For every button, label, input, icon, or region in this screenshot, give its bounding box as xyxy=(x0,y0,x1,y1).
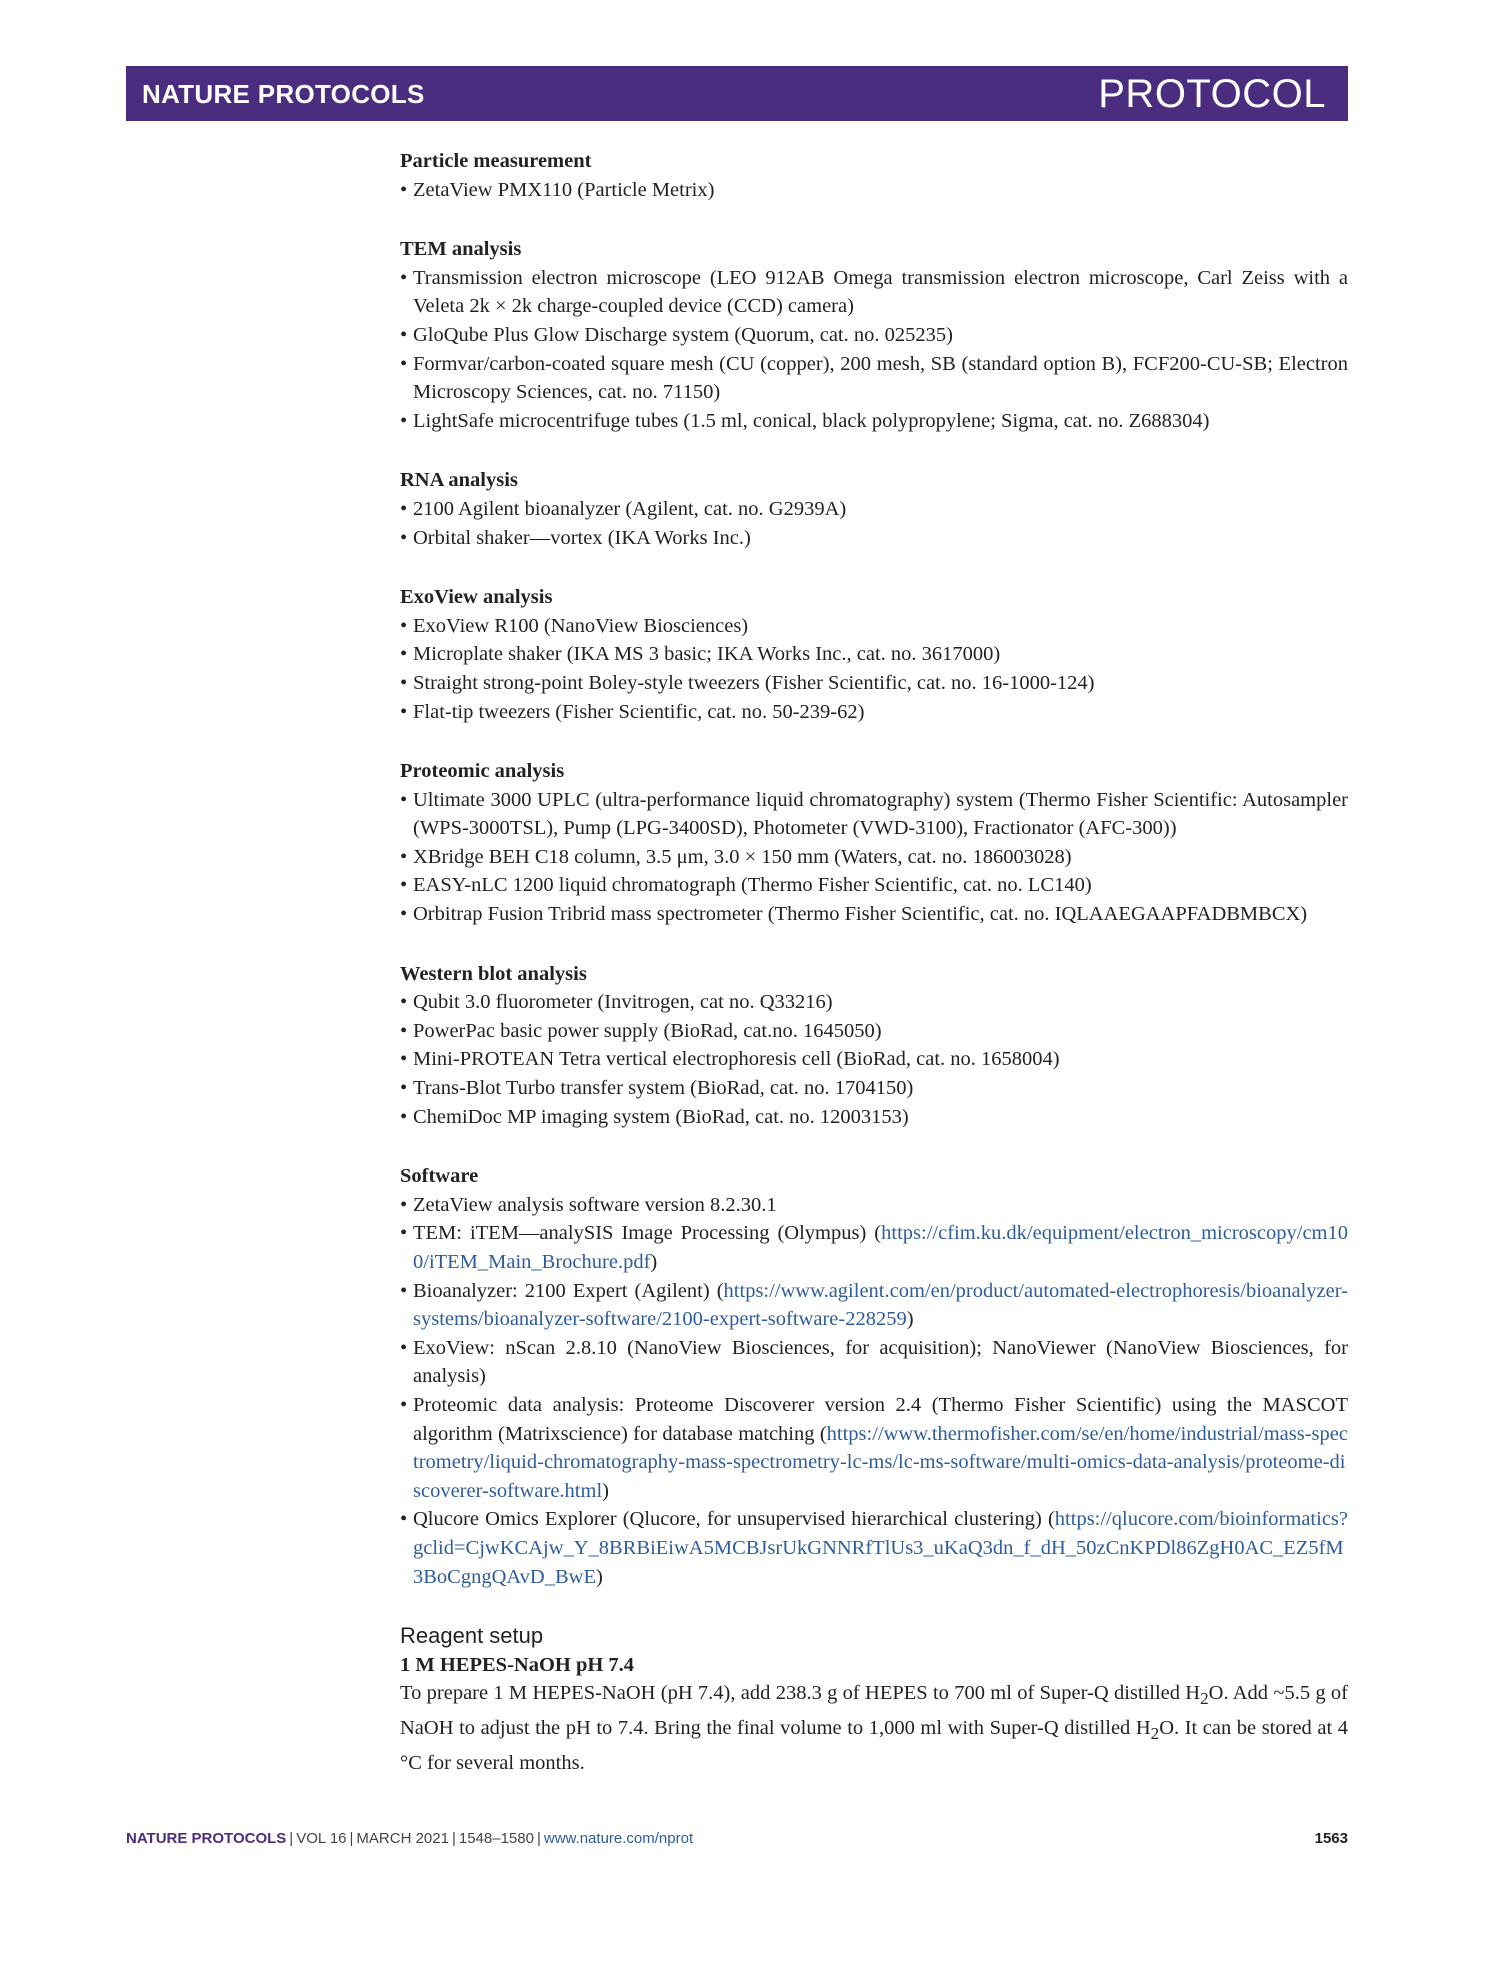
footer-url-link[interactable]: www.nature.com/nprot xyxy=(543,1830,694,1847)
list-item: • GloQube Plus Glow Discharge system (Quorum, cat. no. 025235) xyxy=(400,321,1348,350)
footer-pages: 1548–1580 xyxy=(458,1830,534,1847)
list-item: • Transmission electron microscope (LEO 912AB Omega transmission electron microscope, Carl Zeiss with a Veleta 2k × 2k charge-coupled device (CCD) camera) xyxy=(400,264,1348,321)
list-item: • ExoView: nScan 2.8.10 (NanoView Biosciences, for acquisition); NanoViewer (NanoView Biosciences, for analysis) xyxy=(400,1334,1348,1391)
equipment-list xyxy=(400,612,1348,726)
footer-volume: VOL 16 xyxy=(296,1830,347,1847)
journal-header-bar xyxy=(126,66,1348,121)
list-item: • Orbitrap Fusion Tribrid mass spectrometer (Thermo Fisher Scientific, cat. no. IQLAAEGAAPFADBMBCX) xyxy=(400,900,1348,929)
reagent-setup-heading: Reagent setup xyxy=(400,1623,544,1649)
main-content xyxy=(400,147,1348,1777)
equipment-list xyxy=(400,786,1348,929)
footer-date: MARCH 2021 xyxy=(356,1830,449,1847)
subscript: 2 xyxy=(1200,1689,1209,1709)
section-western-blot-analysis xyxy=(400,960,1348,1132)
section-exoview-analysis xyxy=(400,583,1348,726)
para-text: To prepare 1 M HEPES-NaOH (pH 7.4), add 238.3 g of HEPES to 700 ml of Super-Q distilled H xyxy=(400,1682,1201,1705)
item-text-end: ) xyxy=(602,1479,609,1502)
list-item: • XBridge BEH C18 column, 3.5 μm, 3.0 × 150 mm (Waters, cat. no. 186003028) xyxy=(400,843,1348,872)
section-title: Particle measurement xyxy=(400,150,592,172)
item-text-end: ) xyxy=(596,1565,603,1588)
item-text: Qlucore Omics Explorer (Qlucore, for unsupervised hierarchical clustering) ( xyxy=(413,1508,1055,1531)
list-item: • ZetaView PMX110 (Particle Metrix) xyxy=(400,176,1348,205)
para-text: O. It can be stored at 4 °C for several months. xyxy=(400,1717,1348,1774)
reagent-paragraph xyxy=(400,1679,1348,1777)
list-item: • Qubit 3.0 fluorometer (Invitrogen, cat no. Q33216) xyxy=(400,988,1348,1017)
item-text: Proteomic data analysis: Proteome Discoverer version 2.4 (Thermo Fisher Scientific) using the MASCOT algorithm (Matrixscience) for database matching ( xyxy=(413,1393,1348,1445)
list-item: • 2100 Agilent bioanalyzer (Agilent, cat. no. G2939A) xyxy=(400,495,1348,524)
thermofisher-link[interactable]: https://www.thermofisher.com/se/en/home/industrial/mass-spectrometry/liquid-chromatography-mass-spectrometry-lc-ms/lc-ms-software/multi-omics-data-analysis/proteome-discoverer-software.html xyxy=(413,1422,1348,1502)
reagent-subtitle: 1 M HEPES-NaOH pH 7.4 xyxy=(400,1653,635,1676)
section-title: RNA analysis xyxy=(400,469,518,492)
list-item: • Formvar/carbon-coated square mesh (CU (copper), 200 mesh, SB (standard option B), FCF200-CU-SB; Electron Microscopy Sciences, cat. no. 71150) xyxy=(400,350,1348,407)
item-text-end: ) xyxy=(906,1308,914,1331)
list-item xyxy=(400,1391,1348,1505)
item-text-end: ) xyxy=(650,1251,658,1273)
article-type: PROTOCOL xyxy=(1098,72,1326,116)
cfim-link[interactable]: https://cfim.ku.dk/equipment/electron_microscopy/cm100/iTEM_Main_Brochure.pdf xyxy=(413,1222,1348,1273)
list-item: • Flat-tip tweezers (Fisher Scientific, cat. no. 50-239-62) xyxy=(400,698,1348,727)
page-number: 1563 xyxy=(1314,1830,1348,1847)
para-text: O. Add ~5.5 g of NaOH to adjust the pH to 7.4. Bring the final volume to 1,000 ml with Super-Q distilled H xyxy=(400,1682,1348,1739)
section-title: Western blot analysis xyxy=(400,962,587,985)
list-item: • Mini-PROTEAN Tetra vertical electrophoresis cell (BioRad, cat. no. 1658004) xyxy=(400,1045,1348,1074)
item-text: Bioanalyzer: 2100 Expert (Agilent) ( xyxy=(413,1279,724,1302)
qlucore-link[interactable]: https://qlucore.com/bioinformatics?gclid=CjwKCAjw_Y_8BRBiEiwA5MCBJsrUkGNNRfTlUs3_uKaQ3dn_f_dH_50zCnKPDl86ZgH0AC_EZ5fM3BoCgngQAvD_BwE xyxy=(413,1508,1348,1588)
footer-separator: | xyxy=(451,1830,456,1847)
list-item: • Ultimate 3000 UPLC (ultra-performance liquid chromatography) system (Thermo Fisher Scientific: Autosampler (WPS-3000TSL), Pump (LPG-3400SD), Photometer (VWD-3100), Fractionator (AFC-300)) xyxy=(400,786,1348,843)
footer-separator: | xyxy=(536,1830,541,1847)
section-rna-analysis xyxy=(400,466,1348,552)
subscript: 2 xyxy=(1150,1724,1160,1744)
list-item: • ChemiDoc MP imaging system (BioRad, cat. no. 12003153) xyxy=(400,1103,1348,1132)
footer-separator: | xyxy=(349,1830,354,1847)
section-title: Proteomic analysis xyxy=(400,760,565,783)
section-software xyxy=(400,1162,1348,1591)
equipment-list xyxy=(400,176,1348,205)
list-item xyxy=(400,1505,1348,1591)
software-list xyxy=(400,1191,1348,1591)
section-title: TEM analysis xyxy=(400,238,522,261)
list-item: • ZetaView analysis software version 8.2.30.1 xyxy=(400,1191,1348,1220)
agilent-link[interactable]: https://www.agilent.com/en/product/automated-electrophoresis/bioanalyzer-systems/bioanalyzer-software/2100-expert-software-228259 xyxy=(413,1279,1348,1331)
list-item: • EASY-nLC 1200 liquid chromatograph (Thermo Fisher Scientific, cat. no. LC140) xyxy=(400,871,1348,900)
equipment-list xyxy=(400,988,1348,1131)
equipment-list xyxy=(400,495,1348,552)
list-item: • Trans-Blot Turbo transfer system (BioRad, cat. no. 1704150) xyxy=(400,1074,1348,1103)
list-item: • Straight strong-point Boley-style tweezers (Fisher Scientific, cat. no. 16-1000-124) xyxy=(400,669,1348,698)
section-proteomic-analysis xyxy=(400,757,1348,929)
list-item xyxy=(400,1219,1348,1276)
list-item: • Orbital shaker—vortex (IKA Works Inc.) xyxy=(400,524,1348,553)
item-text: TEM: iTEM—analySIS Image Processing (Olympus) ( xyxy=(413,1222,882,1245)
section-particle-measurement xyxy=(400,147,1348,204)
section-tem-analysis xyxy=(400,235,1348,435)
section-title: ExoView analysis xyxy=(400,586,553,609)
list-item xyxy=(400,1277,1348,1334)
journal-name: NATURE PROTOCOLS xyxy=(142,79,425,109)
list-item: • PowerPac basic power supply (BioRad, cat.no. 1645050) xyxy=(400,1017,1348,1046)
list-item: • LightSafe microcentrifuge tubes (1.5 ml, conical, black polypropylene; Sigma, cat. no. Z688304) xyxy=(400,407,1348,436)
equipment-list xyxy=(400,264,1348,436)
section-reagent-setup xyxy=(400,1622,1348,1777)
page-footer xyxy=(126,1830,1348,1847)
footer-separator: | xyxy=(289,1830,294,1847)
section-title: Software xyxy=(400,1165,479,1188)
list-item: • ExoView R100 (NanoView Biosciences) xyxy=(400,612,1348,641)
footer-journal: NATURE PROTOCOLS xyxy=(126,1830,287,1847)
list-item: • Microplate shaker (IKA MS 3 basic; IKA Works Inc., cat. no. 3617000) xyxy=(400,640,1348,669)
